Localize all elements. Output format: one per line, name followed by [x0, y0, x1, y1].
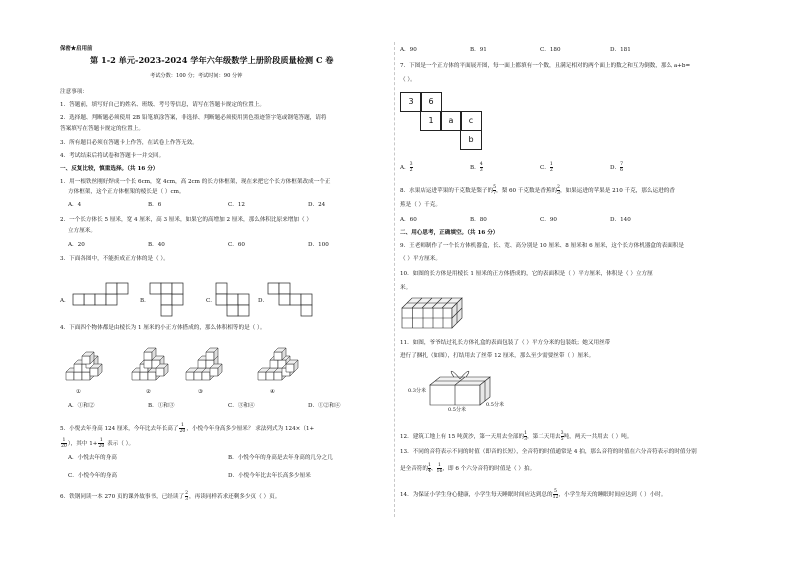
option: D．181 [610, 47, 631, 53]
option: A．90 [400, 47, 417, 53]
option [610, 162, 623, 173]
question-11-cont: 进行了捆扎（如图），打结用去了丝带 12 厘米，那么至少需要丝带（ ）厘米。 [400, 353, 595, 359]
note-item: 4．考试结束后将试卷和答题卡一并交回。 [60, 153, 165, 159]
fraction [98, 438, 104, 449]
option [400, 162, 413, 173]
option [540, 162, 553, 173]
option: D．140 [610, 217, 631, 223]
option: A．小悦去年的身高 [68, 455, 117, 461]
option: B． [140, 298, 150, 304]
question-5-text: 表示（ ）。 [105, 441, 135, 447]
question-13-cont: 是全音符的 $\frac{1}{4}$ 、 $\frac{1}{16}$ ，即 6 个六分音符的时值是（ ）拍。 [400, 463, 536, 474]
option: C． [206, 298, 216, 304]
option: D．100 [308, 242, 329, 248]
fraction-numerator: 2 [185, 491, 189, 496]
option: C．12 [228, 202, 245, 208]
solid-3 [186, 348, 222, 380]
question-5-text: ），其中 1+ [67, 441, 98, 447]
option: B．91 [470, 47, 487, 53]
fraction [550, 162, 553, 173]
cuboid-figure [400, 294, 470, 334]
fraction-numerator: 1 [427, 463, 431, 468]
option: B．①和③ [148, 403, 175, 409]
option: C．90 [540, 217, 557, 223]
option: D．小悦今年比去年长高多少厘米 [228, 473, 311, 479]
question-6 [60, 491, 280, 502]
option: A． [60, 298, 70, 304]
question-2-cont: 立方厘米。 [68, 228, 96, 234]
question-6-text: 6．铁钢同读一本 270 页的课外故事书，已经读了 [60, 494, 185, 500]
question-12-text: 12．建筑工地上有 15 吨黄沙，第一天用去全部的 [400, 434, 525, 440]
column-divider [394, 42, 395, 517]
question-10: 10．如图的长方体是用棱长 1 厘米的正方体搭成的，它的表面积是（ ）平方厘米，体积是（ ）立方厘 [400, 271, 653, 277]
fraction-numerator: 3 [409, 162, 413, 167]
question-13: 13．不同的音符表示不同的时值（即音的长短），全音符的时值通常是 4 拍，那么音符的时值在六分音符表示的时值分别 [400, 449, 697, 455]
option: A．20 [68, 242, 85, 248]
fraction [428, 463, 431, 474]
fraction-numerator: 5 [554, 489, 557, 494]
fraction-numerator: 2 [557, 185, 560, 190]
option: B．6 [148, 202, 162, 208]
fraction-denominator: 5 [560, 437, 564, 442]
dimension-label: 0.3分米 [408, 388, 426, 394]
question-13-text: 是全音符的 [400, 466, 428, 472]
page-title: 第 1-2 单元-2023-2024 学年六年级数学上册阶段质量检测 C 卷 [90, 55, 334, 65]
option-letter: A． [400, 165, 410, 171]
question-5-text: ，小悦今年身高多少厘米？ 求法列式为 124×（1+ [186, 426, 315, 432]
option: A．①和② [68, 403, 95, 409]
question-14-text: ，小学生每天的睡眠时间应达到（ ）小时。 [558, 492, 667, 498]
net-cell: 6 [420, 92, 442, 112]
net-b [150, 283, 183, 316]
net-d [268, 283, 312, 316]
question-14-text: 14．为保证小学生身心健康，小学生每天睡眠时间应达到总的 [400, 492, 553, 498]
cube-net-grid [400, 92, 500, 152]
question-8-cont: 蕉是（ ）千克。 [400, 202, 441, 208]
figure-label: ④ [270, 389, 276, 395]
question-8-text: 8．水果店运进苹果的千克数是梨子的 [400, 188, 494, 194]
fraction-denominator: 16 [436, 469, 443, 474]
question-12-text: 吨，两天一共用去（ ）吨。 [563, 434, 633, 440]
question-7: 7．下图是一个正方体的平面展开图，每一面上都填有一个数，且满足相对的两个面上的数之和互为倒数，那么 a+b= [400, 63, 691, 69]
question-10-cont: 米。 [400, 285, 412, 291]
question-1-cont: 方体框架，这个正方体框架的棱长是（ ）cm。 [68, 189, 185, 195]
question-5-text: 5．小悦去年身高 124 厘米，今年比去年长高了 [60, 426, 179, 432]
figure-label: ② [146, 389, 152, 395]
note-item: 2．选择题、判断题必须使用 2B 铅笔填涂答案，非选择、判断题必须使用黑色墨迹签字笔或钢笔答题，请将 [60, 115, 327, 121]
question-6-text: ，再读同样若求还剩多少页（ ）页。 [189, 494, 281, 500]
fraction [620, 162, 623, 173]
fraction-denominator: 2 [409, 168, 413, 173]
note-item: 1．答题前，填写好自己的姓名、班级、考号等信息，请写在答题卡规定的位置上。 [60, 102, 265, 108]
fraction-denominator: 3 [524, 437, 528, 442]
fraction-denominator: 6 [620, 168, 624, 173]
question-7-cont: （ ）。 [400, 77, 416, 83]
fraction-numerator: 1 [524, 431, 528, 436]
net-cell: c [460, 111, 482, 131]
fraction-denominator: 12 [552, 495, 559, 500]
figure-label: ① [76, 389, 82, 395]
question-9: 9．王老师制作了一个长方体机器盒，长、宽、高分别是 10 厘米、8 厘米和 6 厘米，这个长方体机器盒的表面积是 [400, 243, 684, 249]
option: D．24 [308, 202, 326, 208]
option-letter: C． [540, 165, 550, 171]
dimension-label: 0.5分米 [448, 407, 466, 413]
question-5-cont [60, 438, 134, 449]
option-letter: B． [470, 165, 480, 171]
question-5 [60, 423, 314, 434]
fraction-numerator: 1 [180, 423, 184, 428]
net-cell: 3 [400, 92, 422, 112]
option: C．60 [228, 242, 245, 248]
fraction [61, 438, 67, 449]
fraction-numerator: 1 [437, 463, 441, 468]
question-9-cont: （ ）平方厘米。 [400, 256, 441, 262]
question-4: 4．下面四个物体都是由棱长为 1 厘米的小正方体搭成的，那么体积相等的是（ ）。 [60, 325, 266, 331]
fraction-denominator: 20 [61, 444, 67, 449]
solid-1 [66, 352, 102, 380]
net-cell: 1 [420, 111, 442, 131]
fraction-numerator: 1 [62, 438, 66, 443]
net-cell: b [460, 130, 482, 150]
net-a [73, 283, 128, 305]
section-heading: 一、反复比较，慎重选择。（共 16 分） [60, 166, 159, 172]
option [470, 162, 483, 173]
fraction-denominator: 4 [427, 469, 431, 474]
fraction-numerator: 3 [560, 431, 564, 436]
section-heading: 二、用心思考，正确填空。（共 16 分） [400, 230, 499, 236]
question-12-text: ，第二天用去 [527, 434, 561, 440]
question-1: 1．用一根铁丝刚好焊成一个长 6cm，宽 4cm，高 2cm 的长方体框架，现在来把它个长方体框架改成一个正 [60, 179, 331, 185]
option: B．小悦今年的身高是去年身高的几分之几 [228, 455, 333, 461]
fraction [179, 423, 185, 434]
net-cell: a [440, 111, 462, 131]
fraction-denominator: 3 [479, 168, 483, 173]
note-item: 答案填写在答题卡规定的位置上。 [60, 126, 144, 132]
fraction-denominator: 3 [557, 191, 560, 196]
fraction-numerator: 1 [99, 438, 103, 443]
exam-meta: 考试分数：100 分；考试时间：90 分钟 [150, 73, 243, 79]
option: A．60 [400, 217, 417, 223]
question-13-text: ，即 6 个六分音符的时值是（ ）拍。 [442, 466, 536, 472]
solid-2 [132, 348, 168, 380]
question-14 [400, 489, 666, 500]
option: B．80 [470, 217, 487, 223]
note-item: 3．所有题目必须在答题卡上作答，在试卷上作答无效。 [60, 140, 198, 146]
question-12 [400, 431, 632, 442]
fraction [185, 491, 188, 502]
fraction-numerator: 4 [479, 162, 483, 167]
option: C．小悦今年的身高 [68, 473, 118, 479]
stacked-cubes-figure [58, 334, 388, 394]
cube-nets-figure [58, 266, 388, 321]
question-8-text: ，梨 60 千克数是香蕉的 [496, 188, 558, 194]
notes-heading: 注意事项： [60, 89, 88, 95]
net-c [216, 283, 249, 316]
fraction-denominator: 3 [185, 497, 189, 502]
question-11: 11．如图，爷爷结过礼长方体礼盒的表面包装了（ ）平方分米的包装纸；她又用丝带 [400, 340, 611, 346]
fraction-denominator: 7 [493, 191, 496, 196]
fraction-denominator: 20 [98, 444, 105, 449]
option: C．③和④ [228, 403, 255, 409]
fraction-numerator: 1 [549, 162, 553, 167]
question-8-text: ，如果运进的苹果是 210 千克，那么运进的香 [559, 188, 675, 194]
question-3: 3．下面各图中，不能折成正方体的是（ ）。 [60, 256, 169, 262]
option: A．4 [68, 202, 82, 208]
fraction-numerator: 5 [493, 185, 496, 190]
fraction-denominator: 2 [549, 168, 553, 173]
question-2: 2．一个长方体长 5 厘米，宽 4 厘米，高 3 厘米，如果它的高增加 2 厘米，那么体积比原来增加（ ） [60, 217, 312, 223]
option: C．180 [540, 47, 561, 53]
solid-4 [258, 348, 298, 380]
option: D．①②和④ [308, 403, 341, 409]
fraction-numerator: 7 [620, 162, 624, 167]
option-letter: D． [610, 165, 621, 171]
secret-label: 保密★启用前 [60, 46, 93, 52]
fraction [480, 162, 483, 173]
figure-label: ③ [198, 389, 204, 395]
fraction-denominator: 20 [179, 429, 186, 434]
option: B．40 [148, 242, 165, 248]
dimension-label: 0.5分米 [486, 402, 504, 408]
question-8 [400, 185, 675, 196]
fraction [410, 162, 413, 173]
option: D． [258, 298, 269, 304]
